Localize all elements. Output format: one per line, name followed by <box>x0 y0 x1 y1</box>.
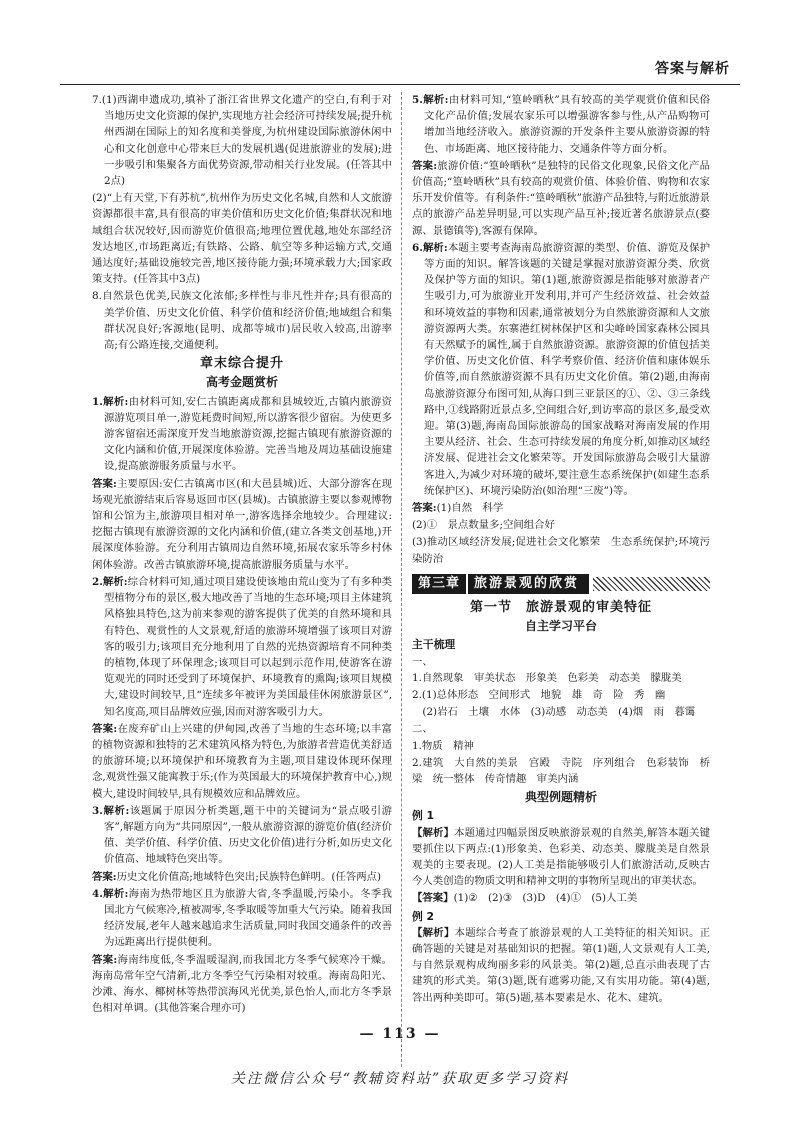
answer-6-answer: 答案:(1)自然 科学 <box>412 502 504 515</box>
self-study-title: 自主学习平台 <box>524 619 597 634</box>
chapter-number: 第三章 <box>412 574 466 594</box>
part-2-label: 二、 <box>412 723 433 736</box>
chapter-review-title: 章末综合提升 <box>199 356 284 372</box>
part-1-item-1: 1.自然现象 审美状态 形象美 色彩美 动态美 朦胧美 <box>412 671 682 684</box>
header-rule <box>60 84 740 85</box>
part-1-label: 一、 <box>412 655 433 668</box>
answer-6-answer-3: (3)推动区域经济发展;促进社会文化繁荣 生态系统保护;环境污染防治 <box>412 536 710 565</box>
section-title: 第一节 旅游景观的审美特征 <box>469 599 652 615</box>
answer-2-answer: 答案:在废弃矿山上兴建的伊甸园,改善了当地的生态环境;以丰富的植物资源和独特的艺术建筑风格为特色,为旅游者营造优美舒适的旅游环境;以环境保护和环境教育为主题,项目建设体现环保理念,观赏性强又能寓教于乐;(作为英国最大的环境保护教育中心,)规模大,建设时间较早,具有规模效应和品牌效应。 <box>92 722 392 800</box>
example-1-label: 例 1 <box>412 809 435 823</box>
example-2-label: 例 2 <box>412 909 435 923</box>
answer-1-analysis: 1.解析:由材料可知,安仁古镇距离成都和县城较近,古镇内旅游资源游览项目单一,游览耗费时间短,所以游客很少留宿。为使更多游客留宿还需深度开发当地旅游资源,挖掘古镇现有旅游资源的文化内涵和价值,开展深度体验游。完善当地及周边基础设施建设,提高旅游服务质量与水平。 <box>92 395 393 473</box>
footer-note: 关注微信公众号“教辅资料站”获取更多学习资料 <box>230 1071 570 1087</box>
part-1-item-2: 2.(1)总体形态 空间形式 地貌 雄 奇 险 秀 幽 <box>412 688 666 701</box>
page-number: — 113 — <box>359 1026 441 1042</box>
answer-3-answer: 答案:历史文化价值高;地域特色突出;民族特色鲜明。(任答两点) <box>92 870 382 883</box>
right-column <box>412 92 710 1007</box>
running-header: 答案与解析 <box>655 61 730 77</box>
column-divider <box>401 92 402 1067</box>
chapter-stripes <box>593 577 710 591</box>
chapter-name: 旅游景观的欣赏 <box>468 574 589 594</box>
part-1-item-3: (2)岩石 土壤 水体 (3)动感 动态美 (4)烟 雨 暮霭 <box>412 706 696 719</box>
answer-5-answer: 答案:旅游价值:“篁岭晒秋”是独特的民俗文化现象,民俗文化产品价值高;“篁岭晒秋”具有较高的观赏价值、体验价值、购物和农家乐开发价值等。有利条件:“篁岭晒秋”旅游产品独特,与附近旅游景点的旅游产品差异明显,可以实现产品互补;接近著名旅游景点(婺源、景德镇等),客源有保障。 <box>412 159 710 237</box>
answer-5-analysis: 5.解析:由材料可知,“篁岭晒秋”具有较高的美学观赏价值和民俗文化产品价值;发展农家乐可以增强游客参与性,从产品购物可增加当地经济收入。旅游资源的开发条件主要从旅游资源的特色、市场距离、地区接待能力、交通条件等方面分析。 <box>412 94 710 155</box>
answer-8: 8.自然景色优美,民族文化浓郁;多样性与非凡性并存;具有很高的美学价值、历史文化价值、科学价值和经济价值;地域组合和集群状况良好;客源地(昆明、成都等城市)居民收入较高,出游率高;有公路连接,交通便利。 <box>92 290 392 352</box>
answer-6-analysis: 6.解析:本题主要考查海南岛旅游资源的类型、价值、游览及保护等方面的知识。解答该题的关键是掌握对旅游资源分类、欣赏及保护等方面的知识。第(1)题,旅游资源是指能够对旅游者产生吸引力,可为旅游业开发利用,并可产生经济效益、社会效益和环境效益的事物和因素,通常被划分为自然旅游资源和人文旅游资源两大类。东寨港红树林保护区和尖峰岭国家森林公园具有天然赋予的属性,属于自然旅游资源。旅游资源的价值包括美学价值、历史文化价值、科学考察价值、经济价值和康体娱乐价值等,而自然旅游资源不具有历史文化价值。第(2)题,由海南岛旅游资源分布图可知,从海口到三亚景区的①、②、③三条线路中,①线路附近景点多,空间组合好,到访率高的景区多,最受欢迎。第(3)题,海南岛国际旅游岛的国家战略对海南发展的作用主要从经济、社会、生态可持续发展的角度分析,如推动区域经济发展、促进社会文化繁荣等。开发国际旅游岛会吸引大量游客进入,为减少对环境的破坏,要注意生态系统保护(如建生态系统保护区)、环境污染防治(如治理“三废”)等。 <box>412 241 710 497</box>
answer-3-analysis: 3.解析:该题属于原因分析类题,题干中的关键词为“景点吸引游客”,解题方向为“共同原因”,一般从旅游资源的游览价值(经济价值、美学价值、科学价值、历史文化价值)进行分析,如历史文化价值高、地域特色突出等。 <box>92 804 392 866</box>
gaokao-title: 高考金题赏析 <box>205 375 278 390</box>
example-1-analysis: 【解析】本题通过四幅景图反映旅游景观的自然美,解答本题关键要抓住以下两点:(1)形象美、色彩美、动态美、朦胧美是自然景观美的主要表现。(2)人工美是指能够吸引人们旅游活动,反映古今人类创造的物质文明和精神文明的事物所呈现出的审美状态。 <box>412 826 710 888</box>
answer-4-answer: 答案:海南纬度低,冬季温暖湿润,而我国北方冬季气候寒冷干燥。海南岛常年空气清新,北方冬季空气污染相对较重。海南岛阳光、沙滩、海水、椰树林等热带滨海风光优美,景色怡人,而北方冬季景色相对单调。(其他答案合理亦可) <box>92 953 392 1015</box>
example-1-answer: 【答案】(1)② (2)③ (3)D (4)① (5)人工美 <box>412 892 638 905</box>
part-2-item-2: 2.建筑 大自然的美景 宫殿 寺院 序列组合 色彩装饰 桥梁 统一整体 传奇情趣 审美内涵 <box>412 756 710 785</box>
answer-7-1: 7.(1)西湖申遗成功,填补了浙江省世界文化遗产的空白,有利于对当地历史文化资源的保护,实现地方社会经济可持续发展;提升杭州西湖在国际上的知名度和美誉度,为杭州建设国际旅游休闲中心和文化创意中心带来巨大的发展机遇(促进旅游业的发展);进一步吸引和集聚各方面优势资源,带动相关行业发展。(任答其中2点) <box>92 94 392 188</box>
example-2-analysis: 【解析】本题综合考查了旅游景观的人工美特征的相关知识。正确答题的关键是对基础知识的把握。第(1)题,人文景观有人工美,与自然景观构成绚丽多彩的风景美。第(2)题,总直示曲表现了古建筑的形式美。第(3)题,既有遮雾功能,又有实用功能。第(4)题,答出两种美即可。第(5)题,基本要素是水、花木、建筑。 <box>412 926 710 1004</box>
main-comb-heading: 主干梳理 <box>412 638 456 652</box>
answer-1-answer: 答案:主要原因:安仁古镇离市区(和大邑县城)近、大部分游客在现场观光旅游结束后容易返回市区(县城)。古镇旅游主要以参观博物馆和公馆为主,旅游项目相对单一,游客选择余地较少。合理建议:挖掘古镇现有旅游资源的文化内涵和价值,(建立各类文创基地,)开展深度体验游。充分利用古镇周边自然环境,拓展农家乐等乡村休闲体验游。改善古镇旅游环境,提高旅游服务质量与水平。 <box>92 477 392 571</box>
typical-examples-title: 典型例题精析 <box>524 790 597 805</box>
left-column <box>92 92 392 1017</box>
part-2-item-1: 1.物质 精神 <box>412 739 474 752</box>
answer-2-analysis: 2.解析:综合材料可知,通过项目建设使该地由荒山变为了有多种类型植物分布的景区,极大地改善了当地的生态环境;项目主体建筑风格独具特色,这为前来参观的游客提供了优美的自然环境和具有特色、观赏性的人文景观,舒适的旅游环境增强了该项目对游客的吸引力;该项目充分地利用了自然的光热资源培育不同种类的植物,体现了环保理念;该项目可以起到示范作用,使游客在游览观光的同时还受到了环境保护、环境教育的熏陶;该项目规模大,建设时间较早,且“连续多年被评为美国最佳休闲旅游景区”,知名度高,项目品牌效应强,因而对游客吸引力大。 <box>92 575 392 718</box>
answer-4-analysis: 4.解析:海南为热带地区且为旅游大省,冬季温暖,污染小。冬季我国北方气候寒冷,植被凋零,冬季取暖等加重大气污染。随着我国经济发展,老年人越来越追求生活质量,同时我国交通条件的改善为远距离出行提供便利。 <box>92 887 393 949</box>
answer-6-answer-2: (2)① 景点数量多;空间组合好 <box>412 519 555 532</box>
answer-7-2: (2)“上有天堂,下有苏杭”,杭州作为历史文化名城,自然和人文旅游资源都很丰富,具有很高的审美价值和历史文化价值;集群状况和地域组合状况较好,因而游览价值很高;地理位置优越,地处东部经济发达地区,市场距离近;有铁路、公路、航空等多种运输方式,交通通达度好;基础设施较完善,地区接待能力强;环境承载力大;国家政策支持。(任答其中3点) <box>92 192 392 286</box>
chapter-banner <box>412 573 710 595</box>
